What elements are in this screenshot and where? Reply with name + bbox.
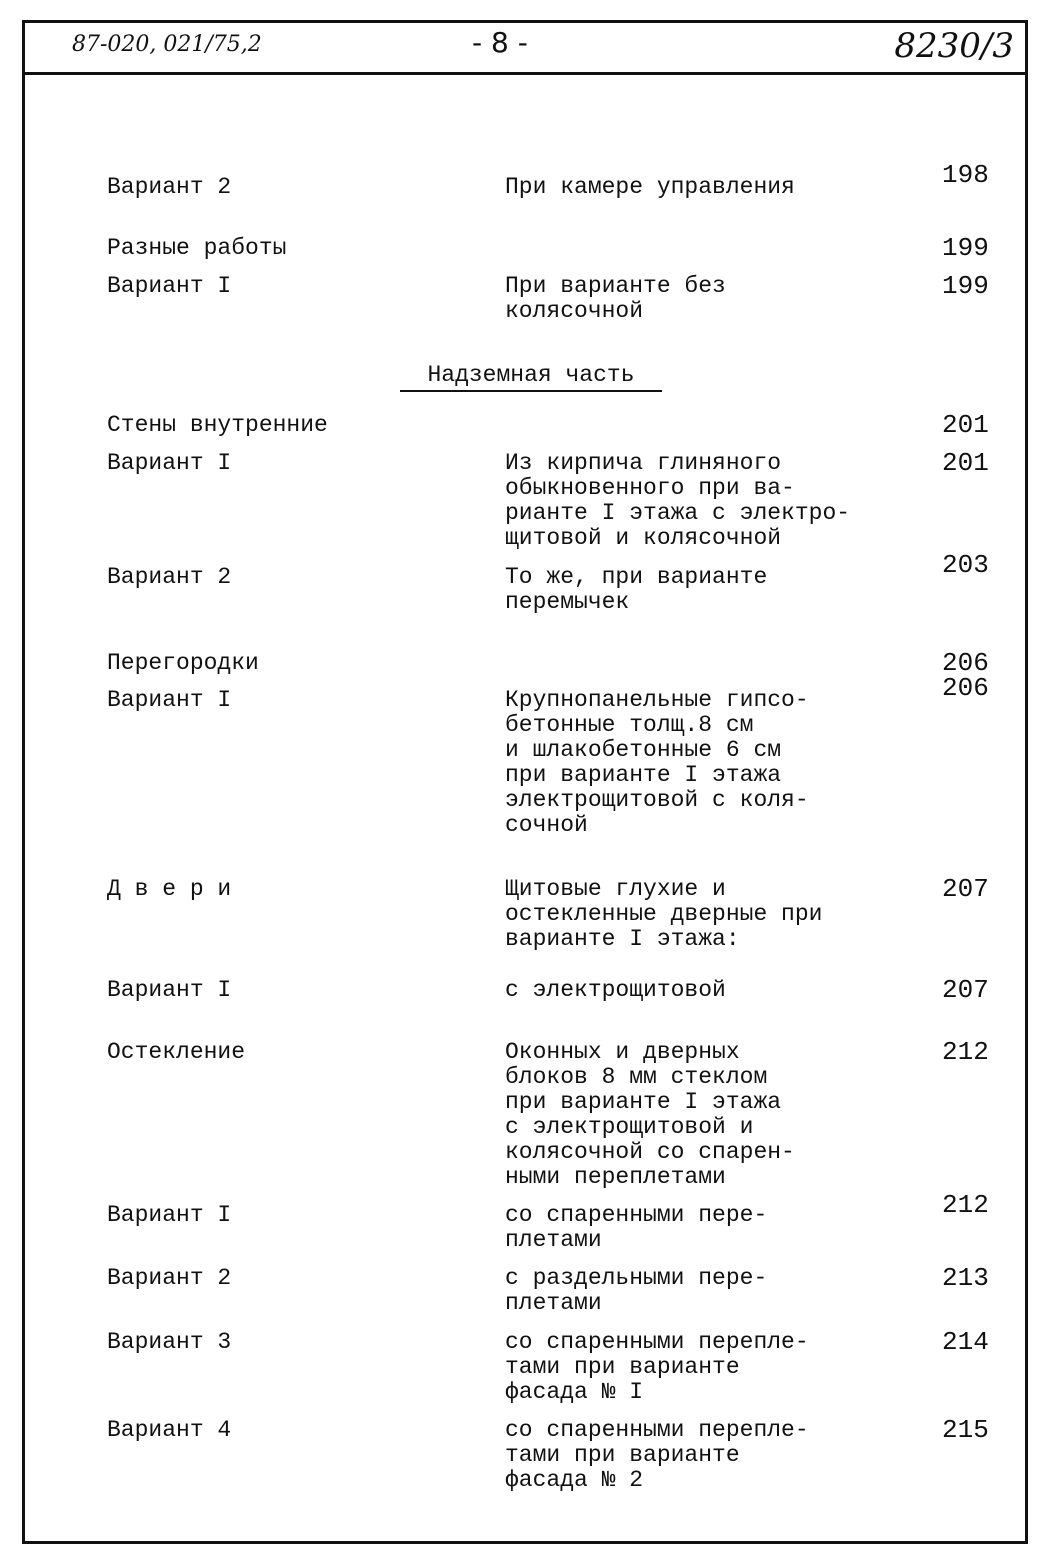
description-line: колясочной: [505, 298, 644, 324]
section-heading: Надземная часть: [400, 362, 662, 392]
page-header: [22, 20, 1028, 75]
entry-page-number: 212: [942, 1037, 989, 1067]
entry-page-number: 206: [942, 648, 989, 678]
description-line: То же, при варианте: [505, 564, 768, 590]
entry-page-number: 212: [942, 1190, 989, 1220]
description-line: и шлакобетонные 6 см: [505, 737, 782, 763]
description-line: фасада № I: [505, 1379, 644, 1405]
description-line: остекленные дверные при: [505, 901, 823, 927]
entry-page-number: 198: [942, 160, 989, 190]
description-line: щитовой и колясочной: [505, 525, 782, 551]
description-line: при варианте I этажа: [505, 762, 782, 788]
description-line: электрощитовой с коля-: [505, 787, 809, 813]
description-line: обыкновенного при ва-: [505, 475, 795, 501]
description-line: со спаренными перепле-: [505, 1417, 809, 1443]
entry-description: [505, 688, 809, 838]
entry-label: Вариант I: [107, 687, 232, 713]
description-line: с раздельными пере-: [505, 1265, 768, 1291]
page-number: - 8 -: [472, 26, 528, 59]
entry-label: Остекление: [107, 1039, 246, 1065]
entry-page-number: 201: [942, 410, 989, 440]
entry-page-number: 203: [942, 550, 989, 580]
entry-page-number: 207: [942, 975, 989, 1005]
description-line: при варианте I этажа: [505, 1089, 782, 1115]
description-line: При варианте без: [505, 273, 726, 299]
description-line: При камере управления: [505, 174, 795, 200]
entry-label: Д в е р и: [107, 876, 232, 902]
description-line: бетонные толщ.8 см: [505, 712, 754, 738]
entry-description: [505, 451, 850, 551]
entry-page-number: 207: [942, 874, 989, 904]
description-line: варианте I этажа:: [505, 926, 740, 952]
description-line: тами при варианте: [505, 1442, 740, 1468]
entry-page-number: 214: [942, 1327, 989, 1357]
entry-page-number: 206: [942, 673, 989, 703]
entry-label: Вариант 2: [107, 564, 232, 590]
entry-description: [505, 978, 726, 1003]
entry-description: [505, 175, 795, 200]
entry-description: [505, 877, 822, 952]
entry-label: Перегородки: [107, 650, 259, 676]
entry-label: Стены внутренние: [107, 412, 328, 438]
description-line: сочной: [505, 812, 588, 838]
entry-description: [505, 1203, 767, 1253]
description-line: со спаренными пере-: [505, 1202, 768, 1228]
description-line: блоков 8 мм стеклом: [505, 1064, 768, 1090]
description-line: перемычек: [505, 589, 630, 615]
description-line: плетами: [505, 1227, 602, 1253]
entry-label: Вариант 2: [107, 174, 232, 200]
description-line: плетами: [505, 1290, 602, 1316]
entry-label: Вариант 2: [107, 1265, 232, 1291]
entry-description: [505, 1040, 795, 1190]
entry-description: [505, 1418, 809, 1493]
description-line: с электрощитовой: [505, 977, 726, 1003]
entry-description: [505, 1330, 809, 1405]
description-line: со спаренными перепле-: [505, 1329, 809, 1355]
description-line: фасада № 2: [505, 1467, 644, 1493]
description-line: тами при варианте: [505, 1354, 740, 1380]
entry-page-number: 201: [942, 448, 989, 478]
entry-page-number: 199: [942, 233, 989, 263]
entry-label: Разные работы: [107, 235, 287, 261]
entry-description: [505, 565, 767, 615]
entry-description: [505, 1266, 767, 1316]
entry-description: [505, 274, 726, 324]
entry-page-number: 213: [942, 1263, 989, 1293]
description-line: ными переплетами: [505, 1164, 726, 1190]
entry-label: Вариант I: [107, 273, 232, 299]
entry-page-number: 215: [942, 1415, 989, 1445]
description-line: с электрощитовой и: [505, 1114, 754, 1140]
entry-label: Вариант 4: [107, 1417, 232, 1443]
description-line: колясочной со спарен-: [505, 1139, 795, 1165]
document-code: 87-020, 021/75,2: [72, 32, 262, 57]
entry-page-number: 199: [942, 271, 989, 301]
description-line: Из кирпича глиняного: [505, 450, 782, 476]
entry-label: Вариант I: [107, 977, 232, 1003]
entry-label: Вариант I: [107, 1202, 232, 1228]
description-line: рианте I этажа с электро-: [505, 500, 851, 526]
entry-label: Вариант 3: [107, 1329, 232, 1355]
entry-label: Вариант I: [107, 450, 232, 476]
description-line: Крупнопанельные гипсо-: [505, 687, 809, 713]
description-line: Щитовые глухие и: [505, 876, 726, 902]
sheet-number: 8230/3: [894, 26, 1014, 66]
description-line: Оконных и дверных: [505, 1039, 740, 1065]
